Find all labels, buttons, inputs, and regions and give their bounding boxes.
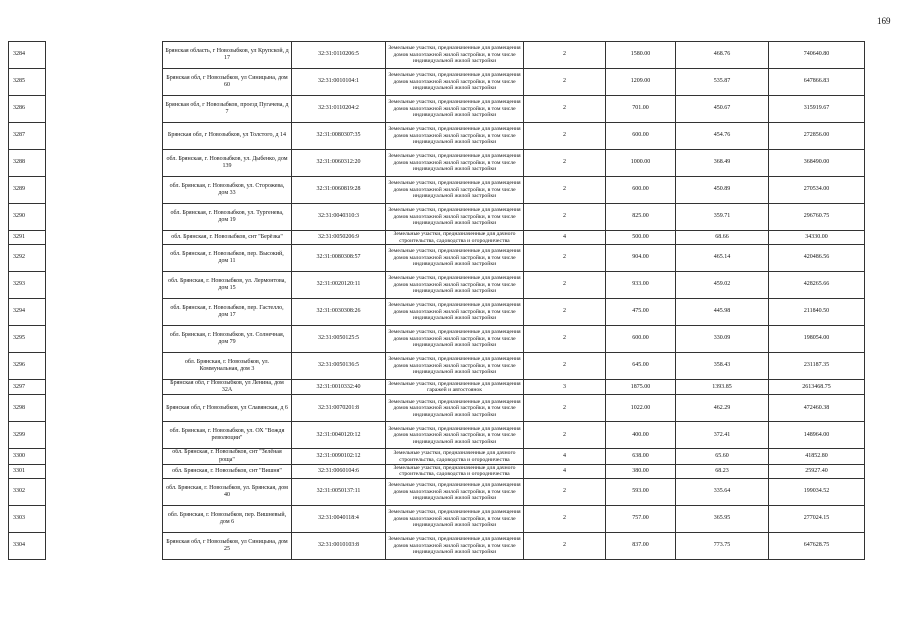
table-row — [9, 505, 865, 532]
cell-area: 1022.00 — [606, 395, 676, 422]
cell-land-use-type: Земельные участки, предназначенные для размещения домов малоэтажной жилой застройки, в том числе индивидуальной жилой застройки — [386, 272, 524, 299]
cell-cadastral-value: 277024.15 — [769, 505, 865, 532]
table-row — [9, 449, 865, 464]
cell-address: Брянская обл, г Новозыбков, ул Толстого, д 14 — [163, 123, 292, 150]
cell-group: 4 — [524, 449, 606, 464]
cell-cadastral-value: 420486.56 — [769, 245, 865, 272]
cell-spacer — [46, 272, 163, 299]
cell-address: Брянская обл, г Новозыбков, ул Синицына, дом 25 — [163, 532, 292, 559]
cell-address: обл. Брянская, г. Новозыбков, снт "Зелёная роща" — [163, 449, 292, 464]
cell-number: 3303 — [9, 505, 46, 532]
cell-cadastral-value: 211840.50 — [769, 299, 865, 326]
cell-area: 645.00 — [606, 353, 676, 380]
cell-spacer — [46, 380, 163, 395]
cell-spacer — [46, 353, 163, 380]
cell-land-use-type: Земельные участки, предназначенные для размещения домов малоэтажной жилой застройки, в том числе индивидуальной жилой застройки — [386, 245, 524, 272]
cell-specific-value: 368.49 — [676, 150, 769, 177]
cell-land-use-type: Земельные участки, предназначенные для дачного строительства, садоводства и огородничества — [386, 449, 524, 464]
cell-area: 600.00 — [606, 123, 676, 150]
cell-land-use-type: Земельные участки, предназначенные для дачного строительства, садоводства и огородничества — [386, 231, 524, 245]
cell-cadastral-value: 428265.66 — [769, 272, 865, 299]
cell-cadastral-number: 32:31:0010103:8 — [292, 532, 386, 559]
cell-cadastral-number: 32:31:0050125:5 — [292, 326, 386, 353]
cell-cadastral-number: 32:31:0040310:3 — [292, 204, 386, 231]
cell-area: 757.00 — [606, 505, 676, 532]
cell-number: 3287 — [9, 123, 46, 150]
cell-spacer — [46, 422, 163, 449]
cell-land-use-type: Земельные участки, предназначенные для размещения домов малоэтажной жилой застройки, в том числе индивидуальной жилой застройки — [386, 326, 524, 353]
cell-area: 825.00 — [606, 204, 676, 231]
cell-area: 837.00 — [606, 532, 676, 559]
cell-cadastral-number: 32:31:0090102:12 — [292, 449, 386, 464]
cell-group: 2 — [524, 272, 606, 299]
cell-cadastral-number: 32:31:0080307:35 — [292, 123, 386, 150]
cell-cadastral-value: 199034.52 — [769, 478, 865, 505]
cell-cadastral-number: 32:31:0110206:5 — [292, 42, 386, 69]
cell-group: 2 — [524, 395, 606, 422]
cell-area: 904.00 — [606, 245, 676, 272]
cell-specific-value: 330.09 — [676, 326, 769, 353]
cell-land-use-type: Земельные участки, предназначенные для размещения домов малоэтажной жилой застройки, в том числе индивидуальной жилой застройки — [386, 422, 524, 449]
cell-spacer — [46, 299, 163, 326]
cell-address: Брянская область, г Новозыбков, ул Крупской, д 17 — [163, 42, 292, 69]
cell-address: обл. Брянская, г. Новозыбков, ул. Дыбенко, дом 139 — [163, 150, 292, 177]
cell-land-use-type: Земельные участки, предназначенные для размещения домов малоэтажной жилой застройки, в том числе индивидуальной жилой застройки — [386, 42, 524, 69]
cell-number: 3291 — [9, 231, 46, 245]
cell-group: 2 — [524, 150, 606, 177]
cell-spacer — [46, 96, 163, 123]
table-row — [9, 69, 865, 96]
cell-address: обл. Брянская, г. Новозыбков, ул. ОХ "Вождя революции" — [163, 422, 292, 449]
cell-spacer — [46, 326, 163, 353]
cell-specific-value: 445.98 — [676, 299, 769, 326]
table-row — [9, 42, 865, 69]
cell-group: 2 — [524, 505, 606, 532]
cell-cadastral-number: 32:31:0010104:1 — [292, 69, 386, 96]
cell-area: 933.00 — [606, 272, 676, 299]
cell-specific-value: 450.67 — [676, 96, 769, 123]
cell-group: 2 — [524, 69, 606, 96]
cell-number: 3301 — [9, 464, 46, 478]
table-row — [9, 326, 865, 353]
cell-cadastral-value: 296760.75 — [769, 204, 865, 231]
cell-spacer — [46, 42, 163, 69]
cell-address: Брянская обл, г Новозыбков, ул Славянская, д 6 — [163, 395, 292, 422]
cell-address: Брянская обл, г Новозыбков, проезд Пугачева, д 7 — [163, 96, 292, 123]
cell-spacer — [46, 478, 163, 505]
cell-land-use-type: Земельные участки, предназначенные для размещения домов малоэтажной жилой застройки, в том числе индивидуальной жилой застройки — [386, 532, 524, 559]
cell-cadastral-number: 32:31:0010332:40 — [292, 380, 386, 395]
cell-group: 2 — [524, 177, 606, 204]
cell-number: 3289 — [9, 177, 46, 204]
cell-specific-value: 465.14 — [676, 245, 769, 272]
cell-land-use-type: Земельные участки, предназначенные для размещения домов малоэтажной жилой застройки, в том числе индивидуальной жилой застройки — [386, 69, 524, 96]
cell-address: обл. Брянская, г. Новозыбков, ул. Сторожева, дом 33 — [163, 177, 292, 204]
cell-cadastral-value: 25927.40 — [769, 464, 865, 478]
cell-cadastral-value: 472460.38 — [769, 395, 865, 422]
cell-group: 4 — [524, 231, 606, 245]
cell-land-use-type: Земельные участки, предназначенные для размещения домов малоэтажной жилой застройки, в том числе индивидуальной жилой застройки — [386, 299, 524, 326]
table-row — [9, 150, 865, 177]
cell-land-use-type: Земельные участки, предназначенные для дачного строительства, садоводства и огородничества — [386, 464, 524, 478]
cell-cadastral-number: 32:31:0110204:2 — [292, 96, 386, 123]
cell-specific-value: 65.60 — [676, 449, 769, 464]
cell-area: 1000.00 — [606, 150, 676, 177]
cell-cadastral-value: 198054.00 — [769, 326, 865, 353]
cell-spacer — [46, 123, 163, 150]
cell-spacer — [46, 245, 163, 272]
cell-cadastral-value: 647866.83 — [769, 69, 865, 96]
cell-address: обл. Брянская, г. Новозыбков, ул. Коммунальная, дом 3 — [163, 353, 292, 380]
cell-number: 3290 — [9, 204, 46, 231]
cell-spacer — [46, 204, 163, 231]
cell-land-use-type: Земельные участки, предназначенные для размещения домов малоэтажной жилой застройки, в том числе индивидуальной жилой застройки — [386, 478, 524, 505]
table-row — [9, 245, 865, 272]
cell-group: 4 — [524, 464, 606, 478]
cell-group: 2 — [524, 96, 606, 123]
cell-area: 638.00 — [606, 449, 676, 464]
cell-number: 3286 — [9, 96, 46, 123]
cell-group: 2 — [524, 478, 606, 505]
cell-address: обл. Брянская, г. Новозыбков, ул. Брянская, дом 40 — [163, 478, 292, 505]
cell-address: обл. Брянская, г. Новозыбков, пер. Гастелло, дом 17 — [163, 299, 292, 326]
table-row — [9, 464, 865, 478]
cell-cadastral-number: 32:31:0060312:20 — [292, 150, 386, 177]
cell-specific-value: 462.29 — [676, 395, 769, 422]
table-row — [9, 422, 865, 449]
cell-specific-value: 68.66 — [676, 231, 769, 245]
cell-land-use-type: Земельные участки, предназначенные для размещения домов малоэтажной жилой застройки, в том числе индивидуальной жилой застройки — [386, 505, 524, 532]
cell-specific-value: 359.71 — [676, 204, 769, 231]
cell-number: 3297 — [9, 380, 46, 395]
cell-spacer — [46, 532, 163, 559]
cell-number: 3288 — [9, 150, 46, 177]
cell-group: 2 — [524, 532, 606, 559]
cell-address: обл. Брянская, г. Новозыбков, снт "Берёзка" — [163, 231, 292, 245]
cell-cadastral-value: 148964.00 — [769, 422, 865, 449]
cell-specific-value: 535.87 — [676, 69, 769, 96]
cell-spacer — [46, 231, 163, 245]
cell-area: 1209.00 — [606, 69, 676, 96]
cell-number: 3284 — [9, 42, 46, 69]
cell-cadastral-number: 32:31:0040120:12 — [292, 422, 386, 449]
table-row — [9, 532, 865, 559]
table-row — [9, 299, 865, 326]
cell-number: 3295 — [9, 326, 46, 353]
cell-area: 1580.00 — [606, 42, 676, 69]
cell-group: 2 — [524, 245, 606, 272]
cell-cadastral-number: 32:31:0030308:26 — [292, 299, 386, 326]
cell-land-use-type: Земельные участки, предназначенные для размещения домов малоэтажной жилой застройки, в том числе индивидуальной жилой застройки — [386, 177, 524, 204]
cell-land-use-type: Земельные участки, предназначенные для размещения домов малоэтажной жилой застройки, в том числе индивидуальной жилой застройки — [386, 395, 524, 422]
cell-spacer — [46, 150, 163, 177]
cell-address: обл. Брянская, г. Новозыбков, ул. Лермонтова, дом 15 — [163, 272, 292, 299]
table-row — [9, 272, 865, 299]
cell-cadastral-number: 32:31:0080308:57 — [292, 245, 386, 272]
cell-spacer — [46, 505, 163, 532]
cell-cadastral-number: 32:31:0060104:6 — [292, 464, 386, 478]
cell-cadastral-number: 32:31:0040118:4 — [292, 505, 386, 532]
cell-specific-value: 335.64 — [676, 478, 769, 505]
cell-area: 400.00 — [606, 422, 676, 449]
cell-spacer — [46, 177, 163, 204]
cell-number: 3298 — [9, 395, 46, 422]
cell-number: 3296 — [9, 353, 46, 380]
cell-specific-value: 459.02 — [676, 272, 769, 299]
cell-cadastral-number: 32:31:0050206:9 — [292, 231, 386, 245]
cell-spacer — [46, 69, 163, 96]
cell-number: 3302 — [9, 478, 46, 505]
cell-number: 3299 — [9, 422, 46, 449]
cell-address: обл. Брянская, г. Новозыбков, ул. Тургенева, дом 19 — [163, 204, 292, 231]
cell-area: 380.00 — [606, 464, 676, 478]
cell-address: Брянская обл, г Новозыбков, ул Ленина, дом 32А — [163, 380, 292, 395]
land-registry-table — [8, 41, 865, 560]
table-row — [9, 177, 865, 204]
cell-specific-value: 468.76 — [676, 42, 769, 69]
cell-specific-value: 450.89 — [676, 177, 769, 204]
cell-area: 600.00 — [606, 326, 676, 353]
cell-cadastral-number: 32:31:0060819:28 — [292, 177, 386, 204]
table-row — [9, 395, 865, 422]
cell-group: 2 — [524, 422, 606, 449]
cell-address: Брянская обл, г Новозыбков, ул Синицына, дом 60 — [163, 69, 292, 96]
page-number: 169 — [877, 16, 891, 26]
cell-land-use-type: Земельные участки, предназначенные для размещения домов малоэтажной жилой застройки, в том числе индивидуальной жилой застройки — [386, 150, 524, 177]
table-row — [9, 478, 865, 505]
cell-cadastral-number: 32:31:0070201:8 — [292, 395, 386, 422]
cell-land-use-type: Земельные участки, предназначенные для размещения домов малоэтажной жилой застройки, в том числе индивидуальной жилой застройки — [386, 353, 524, 380]
cell-cadastral-number: 32:31:0050137:11 — [292, 478, 386, 505]
cell-group: 2 — [524, 123, 606, 150]
cell-area: 593.00 — [606, 478, 676, 505]
cell-number: 3304 — [9, 532, 46, 559]
cell-group: 3 — [524, 380, 606, 395]
cell-specific-value: 773.75 — [676, 532, 769, 559]
cell-cadastral-value: 41852.80 — [769, 449, 865, 464]
cell-group: 2 — [524, 42, 606, 69]
table-row — [9, 353, 865, 380]
cell-number: 3300 — [9, 449, 46, 464]
cell-land-use-type: Земельные участки, предназначенные для размещения домов малоэтажной жилой застройки, в том числе индивидуальной жилой застройки — [386, 96, 524, 123]
cell-area: 500.00 — [606, 231, 676, 245]
cell-group: 2 — [524, 204, 606, 231]
cell-cadastral-value: 368490.00 — [769, 150, 865, 177]
cell-address: обл. Брянская, г. Новозыбков, пер. Высокий, дом 11 — [163, 245, 292, 272]
table-row — [9, 123, 865, 150]
cell-specific-value: 372.41 — [676, 422, 769, 449]
cell-area: 701.00 — [606, 96, 676, 123]
cell-group: 2 — [524, 326, 606, 353]
cell-cadastral-value: 34330.00 — [769, 231, 865, 245]
table-row — [9, 204, 865, 231]
cell-number: 3292 — [9, 245, 46, 272]
cell-specific-value: 1393.85 — [676, 380, 769, 395]
cell-land-use-type: Земельные участки, предназначенные для размещения гаражей и автостоянок — [386, 380, 524, 395]
cell-cadastral-value: 315919.67 — [769, 96, 865, 123]
cell-land-use-type: Земельные участки, предназначенные для размещения домов малоэтажной жилой застройки, в том числе индивидуальной жилой застройки — [386, 123, 524, 150]
table-row — [9, 231, 865, 245]
cell-address: обл. Брянская, г. Новозыбков, пер. Вишневый, дом 6 — [163, 505, 292, 532]
cell-cadastral-value: 2613468.75 — [769, 380, 865, 395]
cell-spacer — [46, 449, 163, 464]
cell-cadastral-value: 270534.00 — [769, 177, 865, 204]
cell-address: обл. Брянская, г. Новозыбков, снт "Вишня" — [163, 464, 292, 478]
cell-area: 600.00 — [606, 177, 676, 204]
cell-cadastral-value: 231187.35 — [769, 353, 865, 380]
cell-cadastral-number: 32:31:0050136:5 — [292, 353, 386, 380]
cell-address: обл. Брянская, г. Новозыбков, ул. Солнечная, дом 79 — [163, 326, 292, 353]
cell-specific-value: 365.95 — [676, 505, 769, 532]
cell-specific-value: 68.23 — [676, 464, 769, 478]
cell-spacer — [46, 395, 163, 422]
cell-area: 1875.00 — [606, 380, 676, 395]
cell-number: 3285 — [9, 69, 46, 96]
cell-group: 2 — [524, 299, 606, 326]
cell-specific-value: 358.43 — [676, 353, 769, 380]
cell-specific-value: 454.76 — [676, 123, 769, 150]
cell-cadastral-value: 272856.00 — [769, 123, 865, 150]
table-row — [9, 380, 865, 395]
cell-cadastral-value: 740640.80 — [769, 42, 865, 69]
cell-spacer — [46, 464, 163, 478]
cell-group: 2 — [524, 353, 606, 380]
cell-land-use-type: Земельные участки, предназначенные для размещения домов малоэтажной жилой застройки, в том числе индивидуальной жилой застройки — [386, 204, 524, 231]
cell-cadastral-value: 647628.75 — [769, 532, 865, 559]
cell-cadastral-number: 32:31:0020120:11 — [292, 272, 386, 299]
cell-number: 3293 — [9, 272, 46, 299]
cell-area: 475.00 — [606, 299, 676, 326]
table-row — [9, 96, 865, 123]
cell-number: 3294 — [9, 299, 46, 326]
